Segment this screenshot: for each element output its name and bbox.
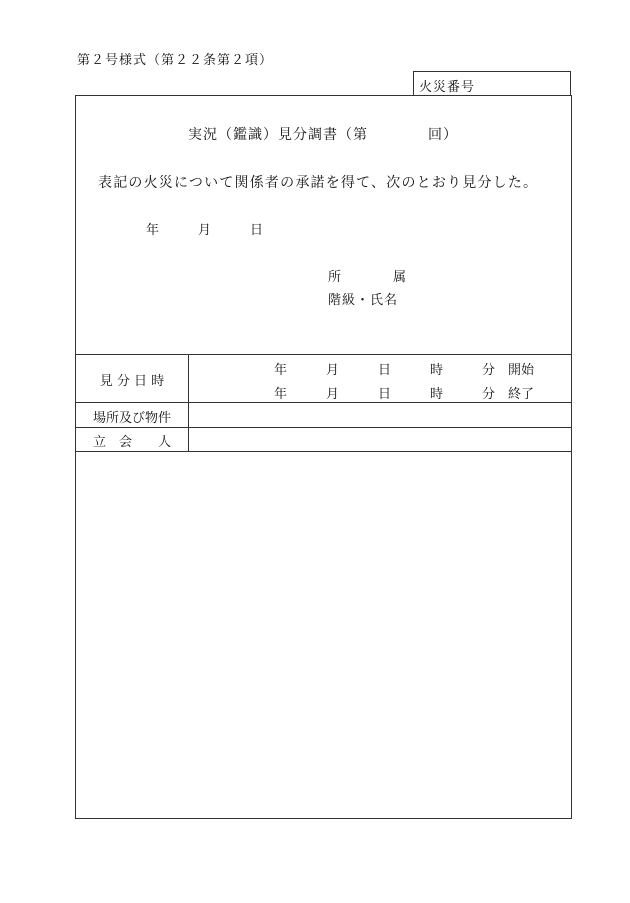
inspection-end-time[interactable]: 年 月 日 時 分 終了	[274, 387, 535, 402]
fire-number-box[interactable]	[413, 71, 571, 95]
affiliation-label: 所 属	[328, 270, 407, 285]
place-label: 場所及び物件	[92, 411, 171, 426]
rank-name-label: 階級・氏名	[328, 293, 399, 308]
table-top-rule	[76, 354, 571, 355]
declaration-text: 表記の火災について関係者の承諾を得て、次のとおり見分した。	[98, 175, 539, 191]
form-number: 第２号様式（第２２条第２項）	[77, 53, 274, 68]
witness-label: 立 会 人	[92, 435, 171, 450]
inspection-start-time[interactable]: 年 月 日 時 分 開始	[274, 363, 535, 378]
fire-number-label: 火災番号	[419, 80, 476, 95]
table-rule-2	[76, 427, 571, 428]
inspection-datetime-label: 見 分 日 時	[99, 374, 165, 389]
table-rule-1	[76, 402, 571, 403]
document-title: 実況（鑑識）見分調書（第 回）	[188, 127, 458, 143]
report-body-area[interactable]	[76, 452, 571, 818]
table-column-divider	[188, 354, 189, 451]
inspection-report-frame	[75, 95, 572, 819]
report-date[interactable]: 年 月 日	[146, 223, 264, 238]
